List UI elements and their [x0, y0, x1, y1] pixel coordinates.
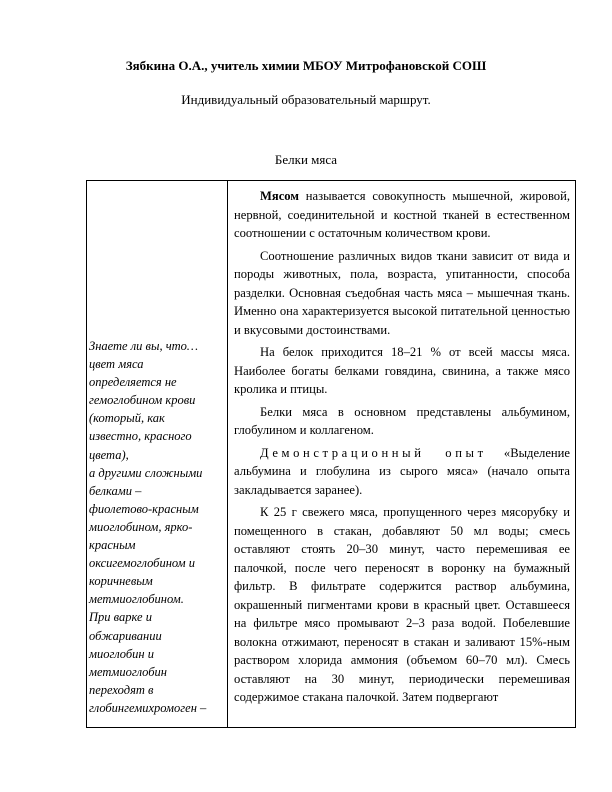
aside-line: миоглобин и — [89, 646, 154, 661]
route-title: Индивидуальный образовательный маршрут. — [181, 92, 431, 107]
aside-line: оксигемоглобином и — [89, 556, 196, 571]
paragraph-protein-share: На белок приходится 18–21 % от всей массы мяса. Наиболее богаты белками говядина, свинина, а также мясо кролика и птицы. — [234, 345, 570, 396]
aside-line: глобингемихромоген – — [89, 700, 207, 715]
aside-line: гемоглобином крови — [89, 393, 196, 408]
aside-line: белками – — [89, 483, 142, 498]
paragraph-tissue-ratio: Соотношение различных видов ткани зависит от вида и породы животных, пола, возраста, упитанности, способа разделки. Основная съедобная часть мяса – мышечная ткань. Именно она характеризуется высокой питательной ценностью и вкусовыми достоинствами. — [234, 248, 570, 337]
aside-line: Знаете ли вы, что… — [89, 339, 199, 353]
aside-line: переходят в — [89, 682, 154, 697]
demo-label: Демонстрационный опыт — [260, 445, 487, 460]
aside-line: фиолетово-красным — [89, 501, 199, 516]
main-text — [228, 181, 575, 727]
paragraph-protein-types: Белки мяса в основном представлены альбумином, глобулином и коллагеном. — [234, 404, 570, 437]
content-table — [86, 180, 576, 728]
definition-text: называется совокупность мышечной, жировой, нервной, соединительной и костной тканей в естественном соотношении с остаточным количеством крови. — [234, 189, 570, 240]
aside-line: а другими сложными — [89, 465, 203, 480]
aside-line: красным — [89, 538, 136, 553]
term-meat: Мясом — [260, 189, 299, 203]
author-line: Зябкина О.А., учитель химии МБОУ Митрофановской СОШ — [125, 58, 487, 73]
aside-line: известно, красного — [89, 429, 192, 444]
aside-line: определяется не — [89, 375, 177, 390]
aside-line: метмиоглобином. — [89, 592, 184, 607]
paragraph-demo-experiment — [234, 444, 570, 500]
aside-line: миоглобином, ярко- — [89, 519, 193, 534]
aside-line: коричневым — [89, 574, 153, 589]
aside-line: (который, как — [89, 411, 165, 426]
paragraph-procedure: К 25 г свежего мяса, пропущенного через мясорубку и помещенного в стакан, добавляют 50 мл воды; смесь оставляют стоять 20–30 минут, часто перемешивая ее палочкой, после чего переносят в воронку на бумажный фильтр. В фильтрате содержится раствор альбумина, окрашенный пигментами крови в красный цвет. Оставшееся на фильтре мясо промывают 2–3 раза водой. Побелевшие волокна отжимают, переносят в стакан и заливают 15%-ным раствором хлорида аммония (объемом 60–70 мл). Смесь оставляют на 30 минут, периодически перемешивая содержимое стакана палочкой. Затем подвергают — [234, 505, 570, 704]
aside-line: цвета), — [89, 447, 129, 462]
did-you-know-note — [87, 337, 227, 717]
paragraph-definition — [234, 187, 570, 243]
demo-title: «Выделение альбумина и глобулина из сырого мяса» (начало опыта закладывается заранее). — [234, 445, 570, 497]
aside-line: цвет мяса — [89, 357, 144, 372]
aside-cell — [87, 181, 228, 728]
topic-title: Белки мяса — [274, 152, 338, 167]
main-text-cell — [228, 181, 576, 728]
aside-line: обжаривании — [89, 628, 162, 643]
aside-line: При варке и — [89, 610, 152, 625]
aside-line: метмиоглобин — [89, 664, 168, 679]
